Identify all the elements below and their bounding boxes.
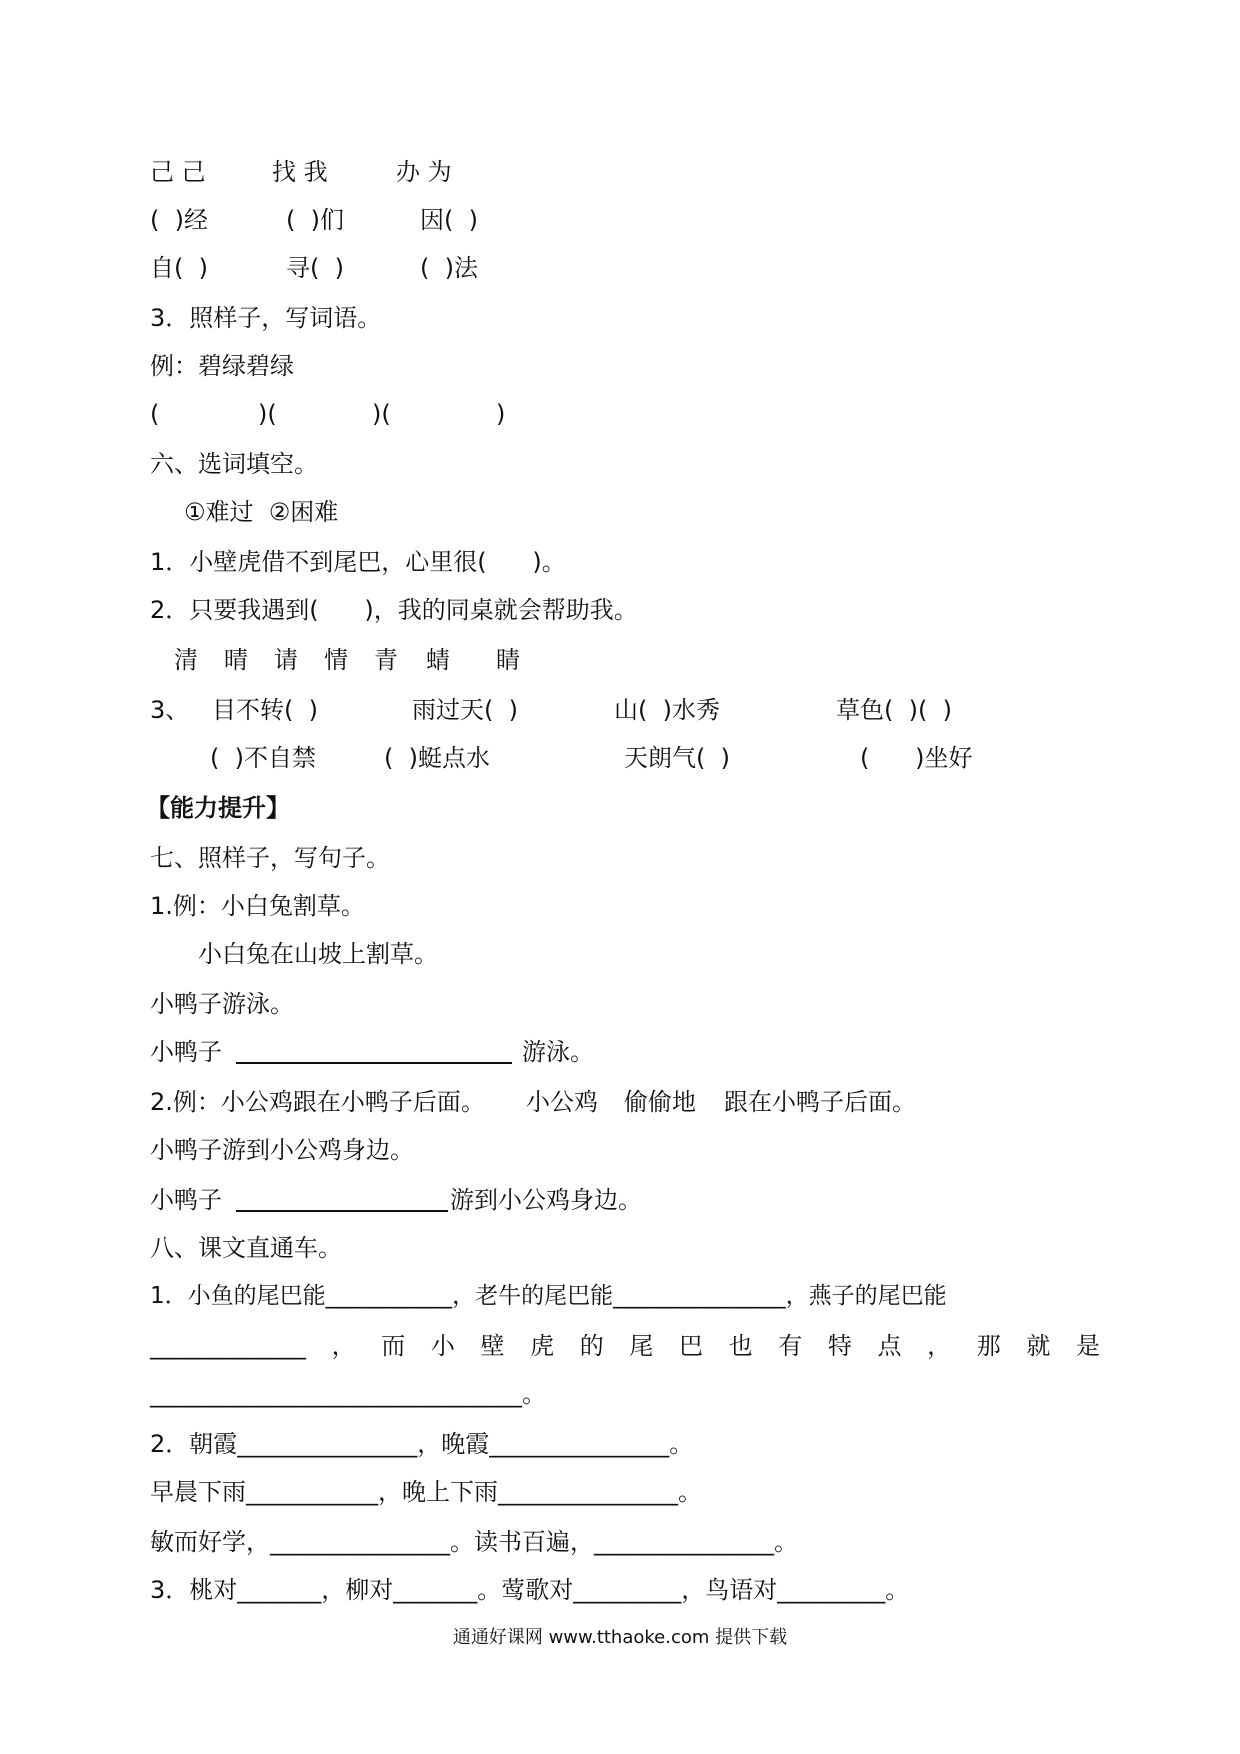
char: ， <box>331 1332 356 1360</box>
char-option: 晴 <box>224 646 248 674</box>
fill-blank: ( )法 <box>420 254 478 282</box>
sentence-prefix: 小鸭子 <box>150 1186 222 1214</box>
char-group: 己 己 <box>150 158 206 186</box>
char-option: 清 <box>174 646 198 674</box>
question-item: _______________________________。 <box>150 1380 546 1408</box>
example: 偷偷地 <box>624 1088 696 1116</box>
char: 而 <box>381 1332 406 1360</box>
sentence-prefix: 小鸭子 <box>150 1038 222 1066</box>
char: 也 <box>728 1332 753 1360</box>
char-option: 青 <box>374 646 398 674</box>
given-sentence: 小鸭子游到小公鸡身边。 <box>150 1136 414 1164</box>
idiom-blank: 山( )水秀 <box>614 696 720 724</box>
fill-blank: ( )经 <box>150 206 208 234</box>
idiom-blank: 草色( )( ) <box>836 696 952 724</box>
char: 壁 <box>480 1332 505 1360</box>
idiom-blank: ( )不自禁 <box>210 744 316 772</box>
question-item: 1．小鱼的尾巴能___________，老牛的尾巴能_______________，燕子的尾巴能 <box>150 1283 947 1309</box>
question-item: 2．只要我遇到( )，我的同桌就会帮助我。 <box>150 596 638 624</box>
char: 小 <box>430 1332 455 1360</box>
char: 的 <box>579 1332 604 1360</box>
char: 虎 <box>530 1332 555 1360</box>
question-item: 3．桃对_______，柳对_______。莺歌对_________，鸟语对_________。 <box>150 1576 910 1604</box>
sentence-suffix: 游泳。 <box>522 1038 594 1066</box>
fill-blank: 寻( ) <box>286 254 344 282</box>
section-title: 3．照样子，写词语。 <box>150 304 382 332</box>
footer: 通通好课网 www.tthaoke.com 提供下载 <box>452 1627 788 1648</box>
char: 点 <box>877 1332 902 1360</box>
question-item: 敏而好学，_______________。读书百遍，_______________。 <box>150 1528 798 1556</box>
example: 2.例：小公鸡跟在小鸭子后面。 <box>150 1088 485 1116</box>
char-option: 蜻 <box>426 646 450 674</box>
char-option: 睛 <box>496 646 520 674</box>
char: 就 <box>1026 1332 1051 1360</box>
section-heading: 【能力提升】 <box>146 794 290 822</box>
char-group: 找 我 <box>272 158 328 186</box>
answer-line[interactable] <box>236 1210 448 1212</box>
question-item: 早晨下雨___________，晚上下雨_______________。 <box>150 1478 702 1506</box>
fill-blank: ( <box>150 400 160 428</box>
question-title: 七、照样子，写句子。 <box>150 844 390 872</box>
char-option: 情 <box>324 646 348 674</box>
word-choices: ①难过 ②困难 <box>184 498 339 526</box>
char: ， <box>927 1332 952 1360</box>
example: 小公鸡 <box>526 1088 598 1116</box>
justified-line <box>150 1330 1100 1362</box>
question-label: 3、 <box>150 696 190 724</box>
example: 例：碧绿碧绿 <box>150 352 294 380</box>
idiom-blank: ( )蜓点水 <box>384 744 490 772</box>
question-title: 八、课文直通车。 <box>150 1234 342 1262</box>
idiom-blank: ( )坐好 <box>860 744 973 772</box>
fill-blank: )( <box>258 400 277 428</box>
char: 是 <box>1076 1332 1100 1360</box>
char: 特 <box>827 1332 852 1360</box>
char: 尾 <box>629 1332 654 1360</box>
question-item: 1．小壁虎借不到尾巴，心里很( )。 <box>150 548 566 576</box>
fill-blank: )( <box>372 400 391 428</box>
char-option: 请 <box>274 646 298 674</box>
given-sentence: 小鸭子游泳。 <box>150 990 294 1018</box>
fill-blank: ) <box>496 400 506 428</box>
question-title: 六、选词填空。 <box>150 450 318 478</box>
fill-blank: 因( ) <box>420 206 478 234</box>
example: 小白兔在山坡上割草。 <box>198 940 438 968</box>
char: 有 <box>778 1332 803 1360</box>
idiom-blank: 雨过天( ) <box>412 696 518 724</box>
sentence-suffix: 游到小公鸡身边。 <box>450 1186 642 1214</box>
char: 巴 <box>679 1332 703 1360</box>
fill-blank: 自( ) <box>150 254 208 282</box>
char: 那 <box>976 1332 1001 1360</box>
idiom-blank: 目不转( ) <box>212 696 318 724</box>
example: 跟在小鸭子后面。 <box>724 1088 916 1116</box>
blank: _____________ <box>150 1332 306 1360</box>
char-group: 办 为 <box>396 158 452 186</box>
fill-blank: ( )们 <box>286 206 344 234</box>
idiom-blank: 天朗气( ) <box>624 744 730 772</box>
question-item: 2．朝霞_______________，晚霞_______________。 <box>150 1430 694 1458</box>
answer-line[interactable] <box>236 1062 512 1064</box>
example: 1.例：小白兔割草。 <box>150 892 365 920</box>
